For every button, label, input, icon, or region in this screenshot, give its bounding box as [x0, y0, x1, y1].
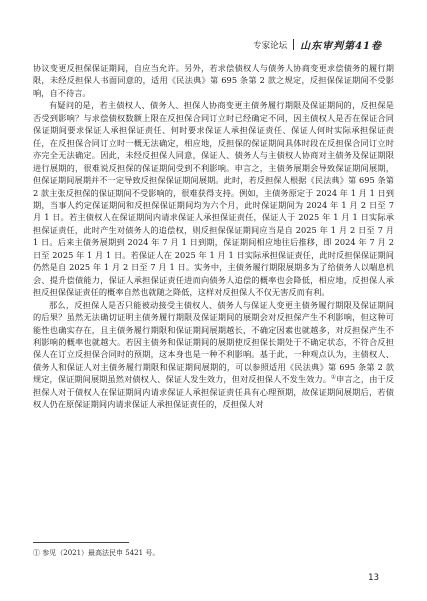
- paragraph-3-part-2: 申言之，由于反担保人对于债权人在保证期间内请求保证人承担保证责任具有心理预期，故保证期间展期后，若债权人仍在原保证期间内请求保证人承担保证责任的，反担保人对: [33, 374, 394, 410]
- footnote-mark: ①: [33, 549, 40, 557]
- page-number: 13: [368, 573, 379, 583]
- running-header: [253, 37, 382, 52]
- article-body: [33, 62, 394, 411]
- journal-title: 山东审判第41卷: [300, 41, 382, 52]
- paragraph-1: 协议变更反担保保证期间，自应当允许。另外，若求偿债权人与债务人协商变更求偿债务的履行期限，未经反担保人书面同意的，适用《民法典》第 695 条第 2 款之规定，反担保保证期间不受影响，自不待言。: [33, 63, 394, 98]
- paragraph-3-part-1: 那么，反担保人是否只能被动接受主债权人、债务人与保证人变更主债务履行期限及保证期间的后果？虽然无法确切证明主债务履行期限及保证期间的展期会对反担保产生不利影响，但这种可能性也确实存在，且主债务履行期限和保证期间展期越长，不确定因素也就越多，对反担保产生不利影响的概率也就越大。若因主债务和保证期间的展期使反担保长期处于不确定状态，不符合反担保人在订立反担保合同时的预期，这本身也是一种不利影响。基于此，一种观点认为，主债权人、债务人和保证人对主债务履行期限和保证期间展期的，可以参照适用《民法典》第 695 条第 2 款规定，保证期间展期虽然对债权人、保证人发生效力，但对反担保人不发生效力。: [33, 299, 394, 385]
- footnote-divider: [33, 542, 129, 543]
- footnote: [33, 548, 159, 558]
- header-divider: [293, 39, 294, 50]
- footnote-text: 参见（2021）最高法民申 5421 号。: [42, 549, 160, 557]
- column-label: 专家论坛: [253, 40, 288, 51]
- paragraph-2: 有疑问的是，若主债权人、债务人、担保人协商变更主债务履行期限及保证期间的，反担保是否受到影响？与求偿债权数额上限在反担保合同订立时已经确定不同，因主债权人是否在保证合同保证期间要求保证人承担保证责任、何时要求保证人承担保证责任、保证人何时实际承担保证责任，在反担保合同订立时一概无法确定，相应地，反担保的保证期间具体时段在反担保合同订立时亦完全无法确定。因此，未经反担保人同意，保证人、债务人与主债权人协商对主债务及保证期限进行展期的，很难说反担保的保证期间受到不利影响。申言之，主债务展期会导致保证期间展期，但保证期间展期并不一定导致反担保保证期间展期。此时，若反担保人根据《民法典》第 695 条第 2 款主张反担保的保证期间不受影响的，很难获得支持。例如，主债务原定于 2024 年 1 月 1 日到期，当事人约定保证期间和反担保保证期间均为六个月，此时保证期间为 2024 年 1 月 2 日至 7 月 1 日。若主债权人在保证期间内请求保证人承担保证责任，保证人于 2025 年 1 月 1 日实际承担保证责任，此时产生对债务人的追偿权，则反担保保证期间应当是自 2025 年 1 月 2 日至 7 月 1 日。后来主债务展期到 2024 年 7 月 1 日到期，保证期间相应地往后推移，即 2024 年 7 月 2 日至 2025 年 1 月 1 日。若保证人在 2025 年 1 月 1 日实际承担保证责任，此时反担保保证期间仍然是自 2025 年 1 月 2 日至 7 月 1 日。实务中，主债务履行期限展期多为了给债务人以喘息机会、提升偿债能力，保证人承担保证责任进而向债务人追偿的概率也会降低，相应地，反担保人承担反担保保证责任的概率自然也就随之降低，这样对反担保人不仅无害反而有利。: [33, 100, 394, 298]
- paragraph-3: [33, 299, 394, 411]
- footnote-reference[interactable]: ①: [331, 374, 337, 381]
